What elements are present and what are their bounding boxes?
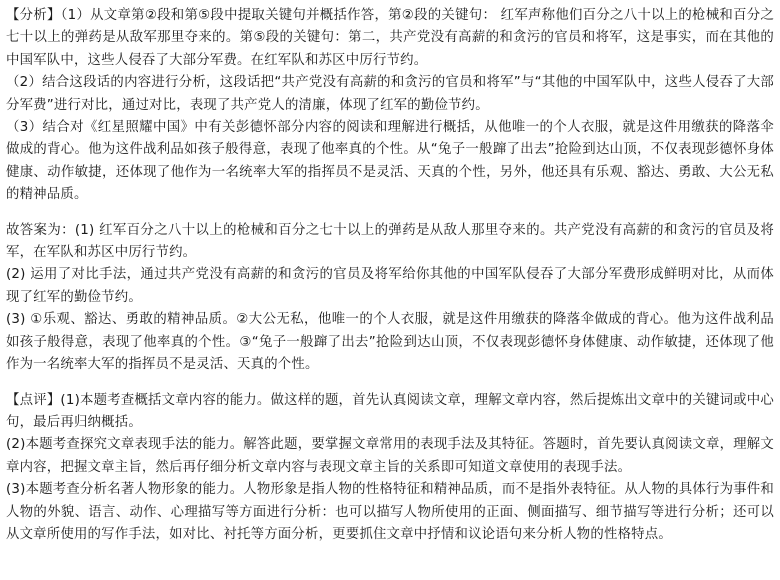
comment-part-2: (2)本题考查探究文章表现手法的能力。解答此题，要掌握文章常用的表现手法及其特征。答题时，首先要认真阅读文章，理解文章内容，把握文章主旨，然后再仔细分析文章内容与表现文章主旨的关系即可知道文章使用的表现手法。 <box>6 437 774 475</box>
section-gap <box>6 207 774 220</box>
analysis-part-3: （3）结合对《红星照耀中国》中有关彭德怀部分内容的阅读和理解进行概括，从他唯一的个人衣服，就是这件用缴获的降落伞做成的背心。他为这件战利品如孩子般得意，表现了他率真的个性。从“兔子一般蹿了出去”抢险到达山顶，不仅表现彭德怀身体健康、动作敏捷，还体现了他作为一名统率大军的指挥员不是灵活、天真的个性，另外，他还具有乐观、豁达、勇敢、大公无私的精神品质。 <box>6 120 774 203</box>
answer-part-2: (2) 运用了对比手法，通过共产党没有高薪的和贪污的官员及将军给你其他的中国军队侵吞了大部分军费形成鲜明对比，从而体现了红军的勤俭节约。 <box>6 267 774 305</box>
analysis-part-1: 【分析】（1）从文章第②段和第⑤段中提取关键句并概括作答，第②段的关键句： 红军声称他们百分之八十以上的枪械和百分之七十以上的弹药是从敌军那里夺来的。第⑤段的关键句：第二，共产党没有高薪的和贪污的官员和将军，这是事实，而在其他的中国军队中，这些人侵吞了大部分军费。在红军队和苏区中厉行节约。 <box>6 8 774 68</box>
section-gap <box>6 377 774 390</box>
answer-part-3: (3) ①乐观、豁达、勇敢的精神品质。②大公无私，他唯一的个人衣服，就是这件用缴获的降落伞做成的背心。他为这件战利品如孩子般得意，表现了他率真的个性。③“兔子一般蹿了出去”抢险到达山顶，不仅表现彭德怀身体健康、动作敏捷，还体现了他作为一名统率大军的指挥员不是灵活、天真的个性。 <box>6 312 774 373</box>
comment-part-3: (3)本题考查分析名著人物形象的能力。人物形象是指人物的性格特征和精神品质，而不是指外表特征。从人物的具体行为事件和人物的外貌、语言、动作、心理描写等方面进行分析：也可以描写人物所使用的正面、侧面描写、细节描写等进行分析；还可以从文章所使用的写作手法，如对比、衬托等方面分析，更要抓住文章中抒情和议论语句来分析人物的性格特点。 <box>6 482 774 542</box>
answer-section <box>6 220 774 377</box>
analysis-section <box>6 5 774 207</box>
comment-section <box>6 390 774 547</box>
analysis-part-2: （2）结合这段话的内容进行分析，这段话把“共产党没有高薪的和贪污的官员和将军”与“其他的中国军队中，这些人侵吞了大部分军费”进行对比，通过对比，表现了共产党人的清廉，体现了红军的勤俭节约。 <box>6 75 774 113</box>
answer-part-1: 故答案为：(1) 红军百分之八十以上的枪械和百分之七十以上的弹药是从敌人那里夺来的。共产党没有高薪的和贪污的官员及将军，在军队和苏区中厉行节约。 <box>6 222 774 261</box>
comment-part-1: 【点评】(1)本题考查概括文章内容的能力。做这样的题，首先认真阅读文章，理解文章内容，然后提炼出文章中的关键词或中心句，最后再归纳概括。 <box>6 392 774 430</box>
